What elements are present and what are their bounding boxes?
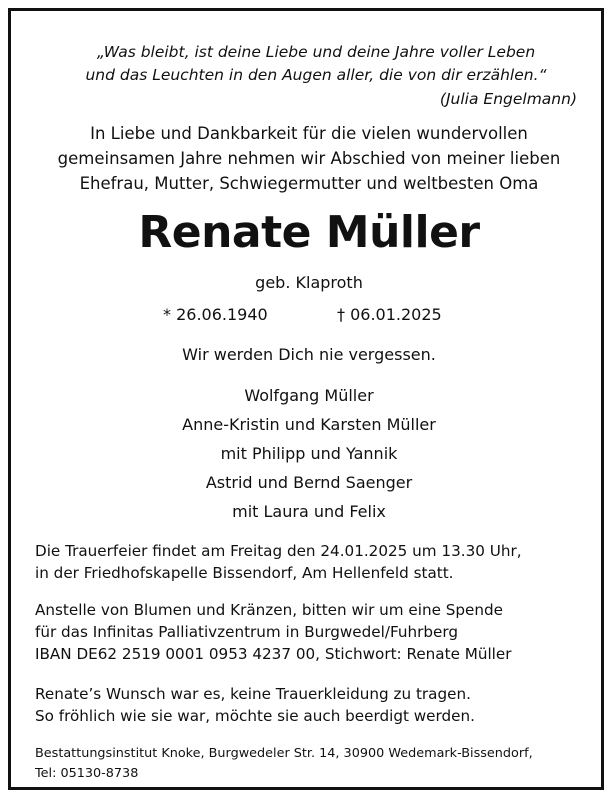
donation-line: Anstelle von Blumen und Kränzen, bitten wir um eine Spende xyxy=(35,601,504,619)
quote-text xyxy=(51,41,581,87)
family-member: mit Laura und Felix xyxy=(232,502,386,521)
family-member: Astrid und Bernd Saenger xyxy=(205,473,413,492)
donation-line: für das Infinitas Palliativzentrum in Burgwedel/Fuhrberg xyxy=(35,623,458,641)
donation-info xyxy=(35,599,591,665)
funeral-home-phone: Tel: 05130-8738 xyxy=(35,766,139,781)
obituary-notice xyxy=(8,8,604,790)
quote-line: und das Leuchten in den Augen aller, die von dir erzählen.“ xyxy=(85,66,547,84)
wish-line: So fröhlich wie sie war, möchte sie auch beerdigt werden. xyxy=(35,707,475,725)
born-name: geb. Klaproth xyxy=(255,273,363,292)
birth-date: * 26.06.1940 xyxy=(163,305,268,324)
family-list xyxy=(11,381,607,526)
intro-text xyxy=(31,121,587,196)
ceremony-line: in der Friedhofskapelle Bissendorf, Am Hellenfeld statt. xyxy=(35,564,454,582)
family-member: Wolfgang Müller xyxy=(244,386,374,405)
wish-info xyxy=(35,683,591,727)
ceremony-line: Die Trauerfeier findet am Freitag den 24.01.2025 um 13.30 Uhr, xyxy=(35,542,522,560)
funeral-home-line: Bestattungsinstitut Knoke, Burgwedeler Str. 14, 30900 Wedemark-Bissendorf, xyxy=(35,746,533,761)
deceased-name: Renate Müller xyxy=(138,207,480,258)
farewell-line: Wir werden Dich nie vergessen. xyxy=(182,345,436,364)
intro-line: gemeinsamen Jahre nehmen wir Abschied von meiner lieben xyxy=(57,149,561,168)
family-member: Anne-Kristin und Karsten Müller xyxy=(182,415,436,434)
wish-line: Renate’s Wunsch war es, keine Trauerkleidung zu tragen. xyxy=(35,685,471,703)
family-member: mit Philipp und Yannik xyxy=(220,444,398,463)
donation-line: IBAN DE62 2519 0001 0953 4237 00, Stichwort: Renate Müller xyxy=(35,645,512,663)
intro-line: Ehefrau, Mutter, Schwiegermutter und weltbesten Oma xyxy=(79,174,539,193)
quote-author: (Julia Engelmann) xyxy=(439,90,577,108)
ceremony-info xyxy=(35,540,591,584)
funeral-home-info xyxy=(35,744,595,784)
quote-line: „Was bleibt, ist deine Liebe und deine Jahre voller Leben xyxy=(96,43,536,61)
intro-line: In Liebe und Dankbarkeit für die vielen wundervollen xyxy=(90,124,528,143)
death-date: † 06.01.2025 xyxy=(337,305,442,324)
